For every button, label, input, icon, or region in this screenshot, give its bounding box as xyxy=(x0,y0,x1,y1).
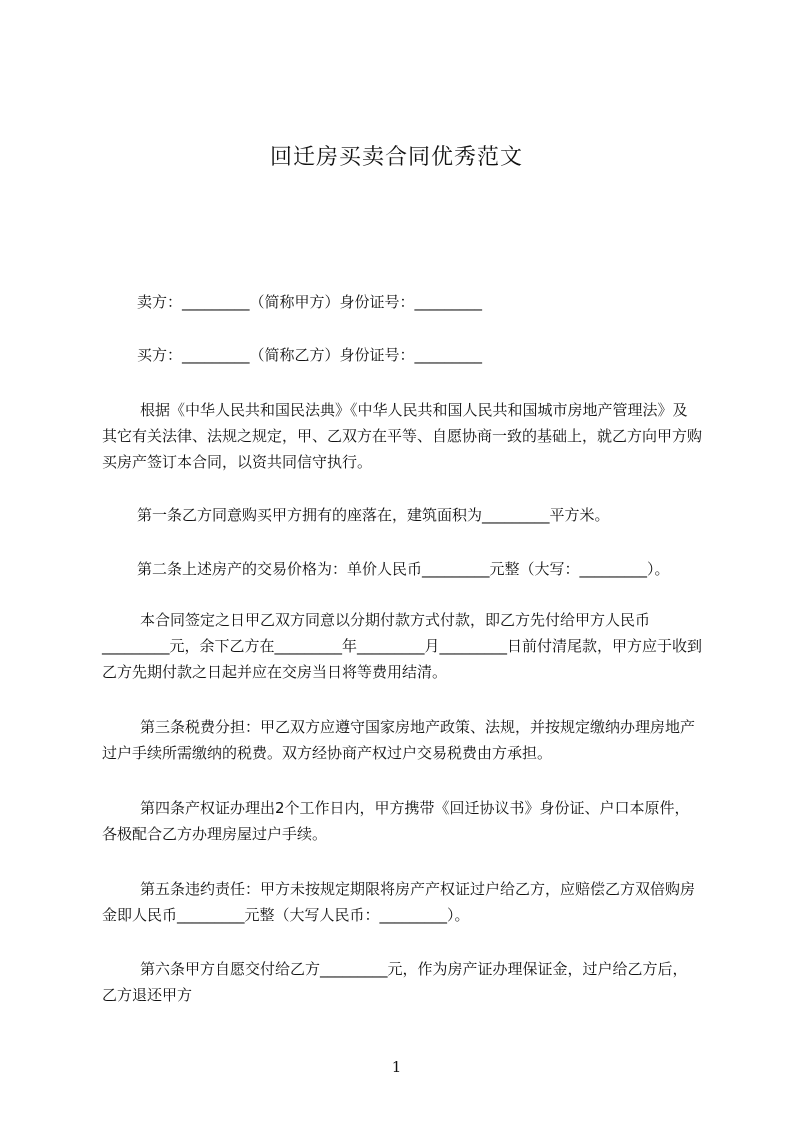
payment-paragraph: 本合同签定之日甲乙双方同意以分期付款方式付款，即乙方先付给甲方人民币_________元，余下乙方在_________年_________月_________日前付清尾款，甲方应于收到乙方先期付款之日起并应在交房当日将等费用结清。 xyxy=(102,611,703,681)
seller-line: 卖方：_________（简称甲方）身份证号：_________ xyxy=(137,293,483,311)
article-3: 第三条税费分担：甲乙双方应遵守国家房地产政策、法规，并按规定缴纳办理房地产过户手续所需缴纳的税费。双方经协商产权过户交易税费由方承担。 xyxy=(102,718,696,762)
buyer-line: 买方：_________（简称乙方）身份证号：_________ xyxy=(137,346,483,364)
article-1: 第一条乙方同意购买甲方拥有的座落在，建筑面积为_________平方米。 xyxy=(137,506,610,524)
article-2: 第二条上述房产的交易价格为：单价人民币_________元整（大写：_________）。 xyxy=(137,560,670,578)
document-title: 回迁房买卖合同优秀范文 xyxy=(269,145,523,170)
preamble-paragraph: 根据《中华人民共和国民法典》《中华人民共和国人民共和国城市房地产管理法》及其它有关法律、法规之规定，甲、乙双方在平等、自愿协商一致的基础上，就乙方向甲方购买房产签订本合同，以资共同信守执行。 xyxy=(102,401,703,471)
article-6: 第六条甲方自愿交付给乙方_________元，作为房产证办理保证金，过户给乙方后，乙方退还甲方 xyxy=(102,960,688,1004)
article-4: 第四条产权证办理出2个工作日内，甲方携带《回迁协议书》身份证、户口本原件，各极配合乙方办理房屋过户手续。 xyxy=(102,799,690,843)
page-number: 1 xyxy=(391,1058,402,1076)
article-5: 第五条违约责任：甲方未按规定期限将房产产权证过户给乙方，应赔偿乙方双倍购房金即人民币_________元整（大写人民币：_________）。 xyxy=(102,880,696,924)
